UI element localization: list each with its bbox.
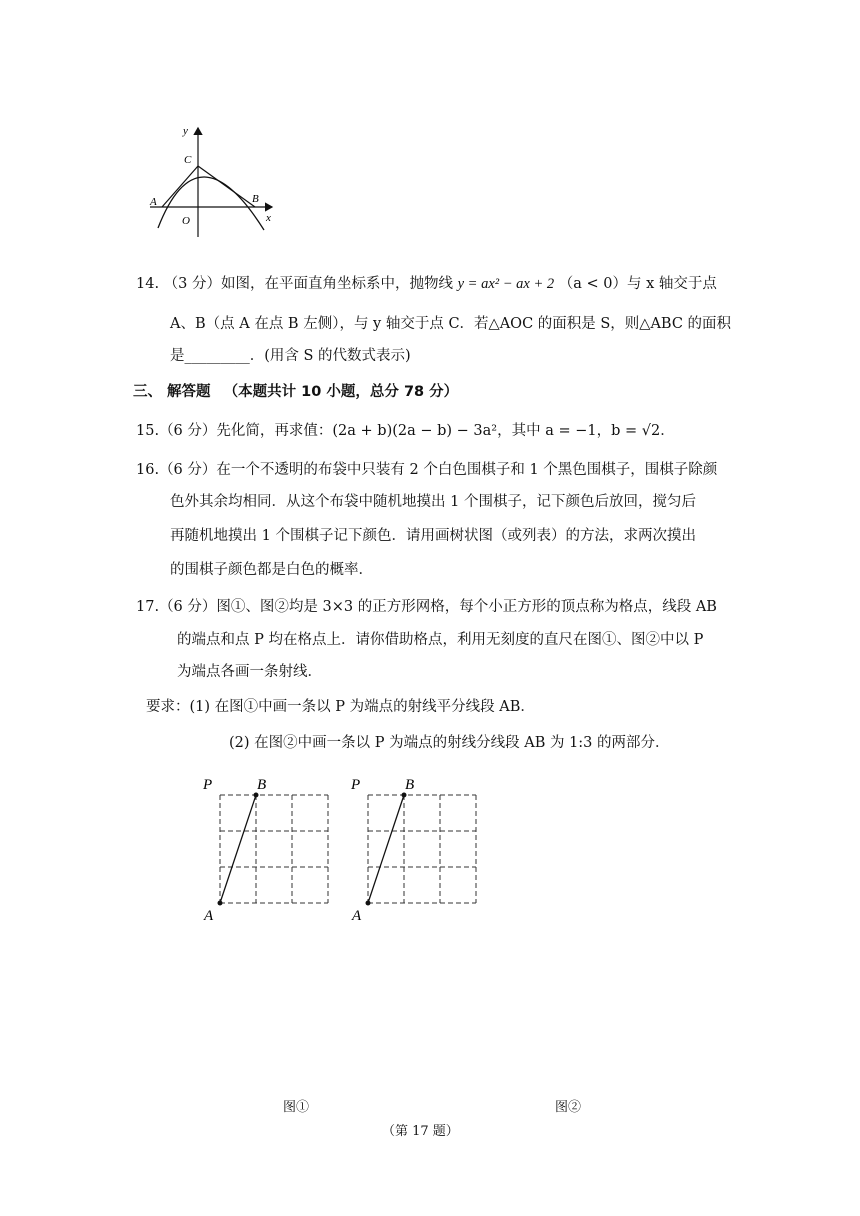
- point-B: [402, 793, 407, 798]
- label-A: A: [150, 196, 157, 208]
- q14-line1: [136, 274, 717, 294]
- section-note: （本题共计 10 小题，总分 78 分）: [223, 384, 459, 400]
- q14-condition: （a < 0）: [558, 276, 627, 292]
- grid-figure-1: [195, 770, 340, 925]
- q17-number: 17.: [136, 599, 160, 615]
- q17-line2: 的端点和点 P 均在格点上．请你借助格点，利用无刻度的直尺在图①、图②中以 P: [177, 632, 704, 648]
- label-O: O: [182, 215, 190, 227]
- figure-footer: （第 17 题）: [382, 1124, 459, 1139]
- q17-requirement-2: (2) 在图②中画一条以 P 为端点的射线分线段 AB 为 1:3 的两部分．: [229, 735, 670, 751]
- q17-text1: （6 分）图①、图②均是 3×3 的正方形网格，每个小正方形的顶点称为格点，线段 AB: [159, 599, 717, 615]
- q15-text: （6 分）先化简，再求值：(2a + b)(2a − b) − 3a²，其中 a = −1，b = √2．: [159, 423, 675, 439]
- q16-line2: 色外其余均相同．从这个布袋中随机地摸出 1 个围棋子，记下颜色后放回，搅匀后: [170, 494, 696, 510]
- q14-text-b: 与 x 轴交于点: [627, 276, 717, 292]
- q14-number: 14.: [136, 276, 160, 292]
- q14-text-a: 如图，在平面直角坐标系中，抛物线: [221, 276, 454, 292]
- label-y: y: [183, 125, 188, 137]
- label-C: C: [184, 154, 192, 166]
- q14-formula: y = ax² − ax + 2: [457, 276, 555, 292]
- label-B: B: [257, 777, 267, 793]
- q17-requirement-1: 要求：(1) 在图①中画一条以 P 为端点的射线平分线段 AB．: [146, 699, 535, 715]
- parabola-figure: [140, 120, 290, 245]
- q14-line2: A、B（点 A 在点 B 左侧），与 y 轴交于点 C．若△AOC 的面积是 S，则△ABC 的面积: [170, 316, 732, 332]
- label-A: A: [352, 908, 362, 924]
- q16-number: 16.: [136, 462, 160, 478]
- point-B: [254, 793, 259, 798]
- label-A: A: [204, 908, 214, 924]
- point-A: [218, 901, 223, 906]
- q14-line3: 是_________．(用含 S 的代数式表示): [170, 348, 411, 364]
- caption-figure-2: 图②: [555, 1100, 582, 1115]
- segment-AB: [368, 795, 404, 903]
- q16-text1: （6 分）在一个不透明的布袋中只装有 2 个白色围棋子和 1 个黑色围棋子，围棋子除颜: [159, 462, 718, 478]
- q14-points: （3 分）: [163, 276, 222, 292]
- q16-line3: 再随机地摸出 1 个围棋子记下颜色．请用画树状图（或列表）的方法，求两次摸出: [170, 528, 696, 544]
- parabola-curve: [158, 177, 264, 230]
- q15-number: 15.: [136, 423, 160, 439]
- grid-figure-2: [343, 770, 488, 925]
- label-P: P: [351, 777, 361, 793]
- section-title: 三、 解答题: [133, 384, 211, 400]
- point-A: [366, 901, 371, 906]
- caption-figure-1: 图①: [283, 1100, 310, 1115]
- label-x: x: [266, 212, 271, 224]
- label-P: P: [203, 777, 213, 793]
- q17-line1: [136, 597, 717, 617]
- label-B: B: [252, 193, 259, 205]
- segment-AB: [220, 795, 256, 903]
- q16-line4: 的围棋子颜色都是白色的概率．: [170, 562, 373, 578]
- segment-AC: [162, 166, 198, 207]
- q16-line1: [136, 460, 717, 480]
- label-B: B: [405, 777, 415, 793]
- segment-CB: [198, 166, 255, 207]
- q17-line3: 为端点各画一条射线．: [177, 664, 322, 680]
- section-heading: [133, 382, 458, 402]
- q15-line: [136, 421, 675, 441]
